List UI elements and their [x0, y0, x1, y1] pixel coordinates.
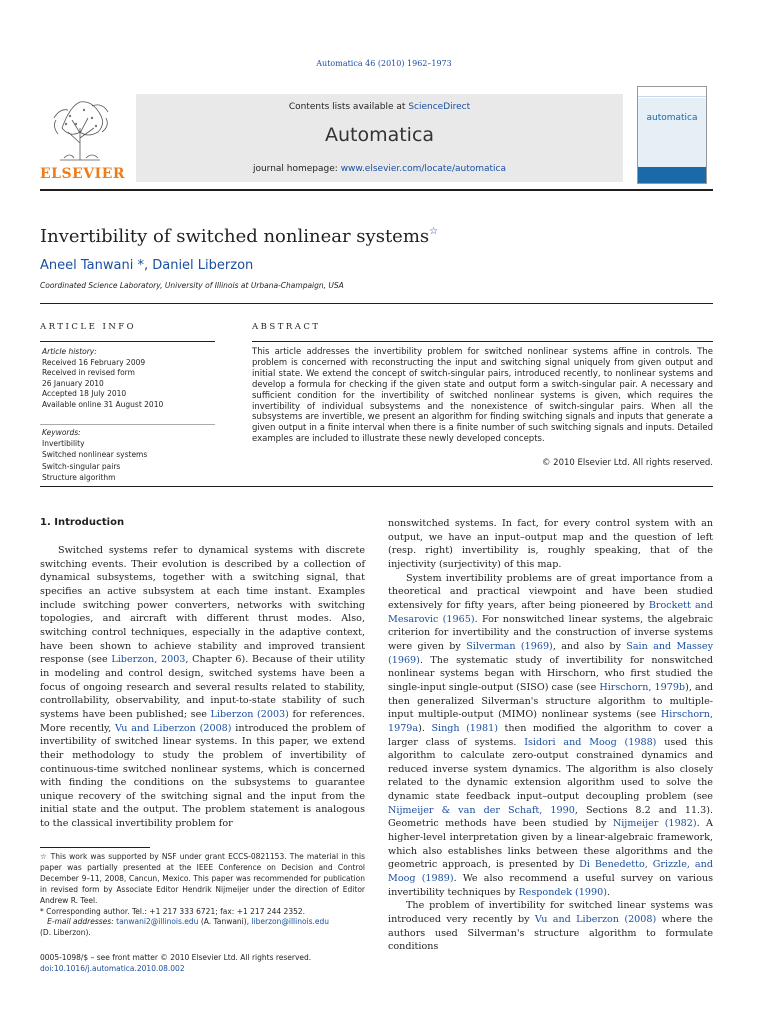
doi-link[interactable]: doi:10.1016/j.automatica.2010.08.002	[40, 964, 185, 973]
citation-link[interactable]: Di Benedetto, Grizzle, and Moog (1989)	[388, 859, 713, 885]
corresponding-author-mark[interactable]: *	[137, 258, 144, 273]
affiliation: Coordinated Science Laboratory, University of Illinois at Urbana-Champaign, USA	[40, 281, 344, 290]
article-info-rule	[40, 341, 215, 342]
history-item: Received 16 February 2009	[42, 357, 146, 367]
citation-link[interactable]: Vu and Liberzon (2008)	[114, 722, 232, 734]
footnote-rule	[40, 847, 150, 848]
sciencedirect-link[interactable]: ScienceDirect	[408, 102, 471, 112]
keywords-label: Keywords:	[42, 428, 81, 437]
author-liberzon[interactable]: Daniel Liberzon	[152, 258, 254, 273]
citation-link[interactable]: Isidori and Moog (1988)	[524, 736, 657, 748]
footnote-emails	[40, 917, 365, 939]
history-item: Accepted 18 July 2010	[42, 389, 127, 398]
text-run: . A higher-level interpretation given by a linear-algebraic framework, which also establishes links between these algorithms and the geometric approach, is presented by	[388, 818, 713, 871]
abstract-bottom-rule	[40, 486, 713, 487]
footnote-mark: ☆	[40, 852, 48, 861]
email-label: E-mail addresses:	[47, 917, 114, 927]
history-label: Article history:	[42, 347, 97, 356]
history-item: Available online 31 August 2010	[42, 399, 164, 409]
journal-cover-thumbnail	[637, 86, 707, 184]
citation-link[interactable]: Sain and Massey (1969)	[388, 640, 713, 666]
keywords-rule	[40, 424, 215, 425]
footnote-corresponding	[40, 907, 365, 918]
keyword-item: Switch-singular pairs	[42, 461, 121, 471]
text-run: introduced the problem of invertibility of switched linear systems. In this paper, we extend their methodology to study the problem of invertibility of continuous-time switched nonlinear systems, which is concerned with finding the conditions on the subsystems to guarantee unique recovery of the switching signal and the input from the initial state and the output. The problem statement is analogous to the classical invertibility problem for	[40, 722, 366, 830]
citation-link[interactable]: Nijmeijer (1982)	[612, 818, 697, 830]
text-run: then modified the algorithm to cover a larger class of systems.	[388, 722, 714, 748]
abstract-copyright: © 2010 Elsevier Ltd. All rights reserved.	[541, 458, 713, 468]
citation-link[interactable]: Liberzon, 2003	[111, 654, 186, 666]
text-run: This work was supported by NSF under grant ECCS-0821153. The material in this paper was partially presented at the IEEE Conference on Decision and Control December 9–11, 2008, Cancun, Mexico. This paper was recommended for publication in revised form by Associate Editor Hendrik Nijmeijer under the direction of Editor Andrew R. Teel.	[40, 852, 365, 905]
text-run: (A. Tanwani),	[198, 917, 252, 927]
author-tanwani[interactable]: Aneel Tanwani	[40, 258, 134, 273]
text-run: ), and then generalized Silverman's structure algorithm to multiple-input multiple-output (MIMO) nonlinear systems (see	[388, 681, 713, 721]
text-run: . For nonswitched linear systems, the algebraic criterion for invertibility and the construction of inverse systems were given by	[388, 613, 713, 652]
text-run: , Sections 8.2 and 11.3). Geometric methods have been studied by	[388, 804, 714, 830]
keyword-item: Structure algorithm	[42, 472, 116, 482]
keywords	[42, 427, 214, 483]
footnote-mark: *	[40, 906, 44, 916]
title-text: Invertibility of switched nonlinear systems	[40, 226, 430, 247]
front-matter-line: 0005-1098/$ – see front matter © 2010 Elsevier Ltd. All rights reserved.	[40, 953, 312, 962]
email-link[interactable]: liberzon@illinois.edu	[251, 917, 330, 927]
citation-link[interactable]: Brockett and Mesarovic (1965)	[388, 599, 713, 625]
author-separator: ,	[143, 258, 153, 273]
author-list	[40, 258, 253, 273]
text-run: (D. Liberzon).	[40, 928, 91, 938]
citation-link[interactable]: Silverman (1969)	[466, 640, 553, 652]
text-run: ).	[418, 722, 432, 734]
paragraph: nonswitched systems. In fact, for every control system with an output, we have an input–output map and the question of left (resp. right) invertibility is, roughly speaking, that of the injectivity (surjectivity) of this map.	[388, 518, 713, 570]
body-column-right	[388, 517, 713, 954]
footnotes	[40, 852, 365, 939]
text-run: Switched systems refer to dynamical systems with discrete switching events. Their evolution is described by a collection of dynamical subsystems, together with a switching signal, that specifies an active subsystem at each time instant. Examples include switching power converters, networks with switching topologies, and aircraft with different thrust modes. Also, switching control techniques, especially in the adaptive context, have been shown to achieve stability and improved transient response (see	[40, 545, 365, 666]
journal-name: Automatica	[324, 124, 435, 146]
abstract-rule	[252, 341, 713, 342]
page-footer	[40, 952, 311, 974]
citation-link[interactable]: Vu and Liberzon (2008)	[534, 914, 657, 926]
abstract-heading: ABSTRACT	[252, 322, 321, 332]
text-run: System invertibility problems are of great importance from a theoretical and practical viewpoint and have been studied extensively for fifty years, after being pioneered by	[388, 572, 713, 611]
footnote-funding	[40, 852, 365, 907]
title-footnote-mark[interactable]: ☆	[429, 226, 439, 237]
paragraph	[40, 544, 365, 831]
homepage-line	[136, 164, 623, 174]
body-column-left	[40, 544, 365, 831]
contents-prefix: Contents lists available at	[288, 102, 409, 112]
contents-line	[136, 102, 623, 112]
text-run: .	[606, 886, 611, 898]
keyword-item: Switched nonlinear systems	[42, 450, 148, 460]
homepage-prefix: journal homepage:	[252, 164, 341, 174]
citation-link[interactable]: Liberzon (2003)	[210, 708, 289, 720]
text-run: Corresponding author. Tel.: +1 217 333 6721; fax: +1 217 244 2352.	[43, 906, 306, 916]
history-item: Received in revised form	[42, 368, 135, 377]
text-run: . The systematic study of invertibility for nonswitched nonlinear systems began with Hirschorn, who first studied the single-input single-output (SISO) case (see	[388, 654, 713, 693]
paragraph	[388, 572, 713, 900]
citation-link[interactable]: Hirschorn, 1979a	[388, 709, 713, 734]
journal-citation[interactable]: Automatica 46 (2010) 1962–1973	[316, 59, 452, 68]
journal-header-box	[136, 94, 623, 182]
journal-homepage-link[interactable]: www.elsevier.com/locate/automatica	[340, 164, 507, 174]
citation-link[interactable]: Hirschorn, 1979b	[599, 681, 686, 693]
cover-title: automatica	[646, 113, 698, 123]
paper-title	[40, 226, 438, 247]
abstract-text: This article addresses the invertibility problem for switched nonlinear systems affine in controls. The problem is concerned with reconstructing the input and switching signal uniquely from given output and initial state. We extend the concept of switch-singular pairs, introduced recently, to nonlinear systems and develop a formula for checking if the given state and output form a switch-singular pair. A necessary and sufficient condition for the invertibility of switched nonlinear systems is given, which requires the invertibility of individual subsystems and the nonexistence of switch-singular pairs. When all the subsystems are invertible, we present an algorithm for finding switching signals and inputs that generate a given output in a finite interval when there is a finite number of such switching signals and inputs. Detailed examples are included to illustrate these newly developed concepts.	[252, 347, 713, 445]
keyword-item: Invertibility	[42, 439, 85, 449]
text-run: , Chapter 6). Because of their utility in modeling and control design, switched systems have been a focus of ongoing research and several results related to stability, controllability, observability, and input-to-state stability of such systems have been published; see	[40, 654, 365, 720]
text-run: The problem of invertibility for switched linear systems was introduced very recently by	[388, 900, 713, 926]
text-run: where the authors used Silverman's structure algorithm to formulate conditions	[388, 914, 713, 953]
section-heading-introduction: 1. Introduction	[40, 517, 125, 528]
text-run: used this algorithm to calculate zero-output constrained dynamics and reduced inverse system dynamics. The algorithm is also closely related to the dynamic extension algorithm used to solve the dynamic state feedback input–output decoupling problem (see	[388, 736, 713, 803]
text-run: , and also by	[552, 640, 627, 652]
article-info-heading: ARTICLE INFO	[40, 322, 137, 332]
citation-link[interactable]: Nijmeijer & van der Schaft, 1990	[388, 804, 575, 816]
paragraph	[388, 899, 713, 954]
text-run: . We also recommend a useful survey on various invertibility techniques by	[388, 873, 713, 898]
journal-masthead	[40, 86, 713, 190]
history-item: 26 January 2010	[42, 378, 104, 388]
masthead-rule	[40, 189, 713, 191]
publisher-logo-text: ELSEVIER	[40, 166, 126, 182]
citation-link[interactable]: Respondek (1990)	[518, 886, 607, 898]
article-history	[42, 347, 214, 410]
email-link[interactable]: tanwani2@illinois.edu	[116, 917, 199, 927]
text-run: for references. More recently,	[40, 708, 365, 734]
title-rule	[40, 303, 713, 304]
citation-link[interactable]: Singh (1981)	[431, 722, 498, 734]
